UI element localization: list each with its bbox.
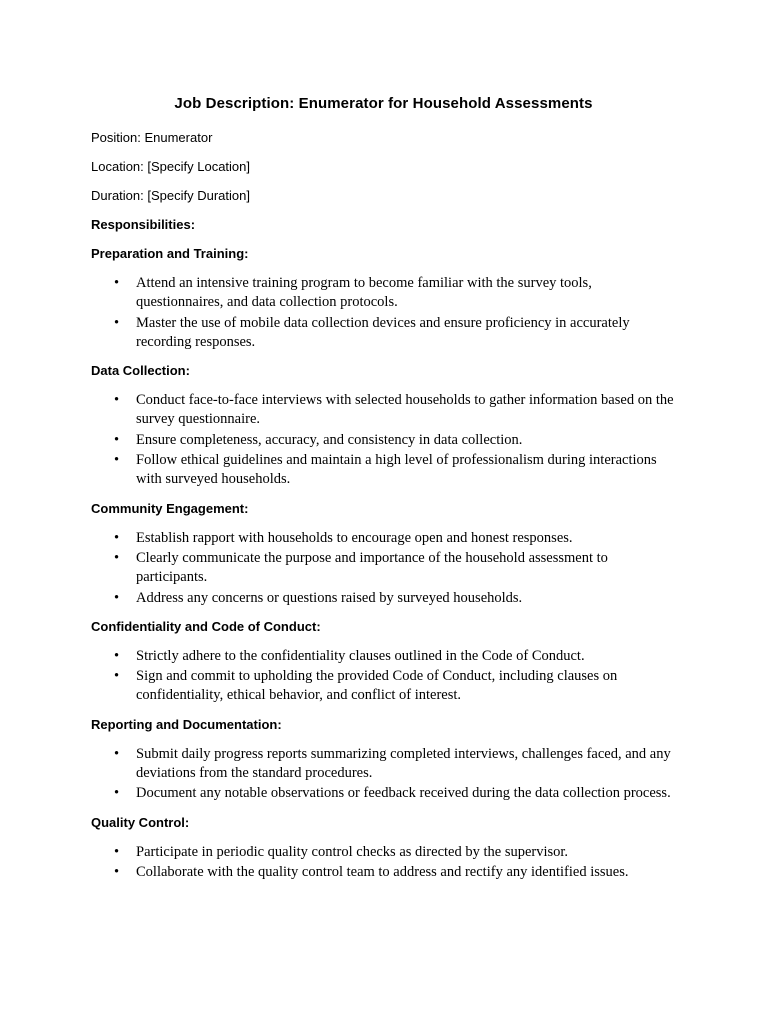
section-data-collection — [91, 362, 676, 489]
list-item — [91, 745, 676, 784]
duration-line: Duration: [Specify Duration] — [91, 188, 250, 203]
section-heading: Preparation and Training: — [91, 246, 249, 261]
section-heading: Quality Control: — [91, 814, 190, 830]
position-line: Position: Enumerator — [91, 130, 213, 145]
bullet-icon: • — [114, 452, 120, 469]
section-heading: Community Engagement: — [91, 500, 249, 516]
list-item-text: Collaborate with the quality control team to address and rectify any identified issues. — [136, 863, 629, 880]
list-item-text: Address any concerns or questions raised by surveyed households. — [136, 589, 523, 606]
bullet-icon: • — [114, 392, 120, 409]
bullet-list — [91, 745, 676, 804]
list-item — [91, 431, 676, 450]
section-heading: Reporting and Documentation: — [91, 716, 282, 732]
section-community-engagement — [91, 500, 676, 608]
list-item-text: Conduct face-to-face interviews with selected households to gather information based on the survey questionnaire. — [136, 392, 674, 428]
bullet-icon: • — [114, 314, 120, 331]
location-line: Location: [Specify Location] — [91, 159, 250, 174]
section-heading: Data Collection: — [91, 363, 190, 379]
bullet-icon: • — [114, 549, 120, 566]
document-title: Job Description: Enumerator for Household Assessments — [174, 95, 593, 112]
bullet-icon: • — [114, 785, 120, 802]
list-item — [91, 667, 676, 706]
section-reporting-documentation — [91, 716, 676, 804]
list-item-text: Strictly adhere to the confidentiality clauses outlined in the Code of Conduct. — [136, 647, 585, 664]
bullet-icon: • — [114, 668, 120, 685]
list-item-text: Ensure completeness, accuracy, and consistency in data collection. — [136, 431, 523, 448]
bullet-icon: • — [114, 275, 120, 291]
list-item — [91, 843, 676, 862]
list-item-text: Follow ethical guidelines and maintain a high level of professionalism during interactions with surveyed households. — [136, 452, 657, 488]
section-preparation-training — [91, 245, 676, 352]
bullet-list — [91, 274, 676, 352]
bullet-icon: • — [114, 745, 120, 762]
bullet-icon: • — [114, 529, 120, 546]
list-item-text: Clearly communicate the purpose and importance of the household assessment to participants. — [136, 549, 608, 586]
section-confidentiality — [91, 618, 676, 706]
bullet-list — [91, 529, 676, 608]
bullet-icon: • — [114, 863, 120, 880]
list-item — [91, 274, 676, 313]
bullet-icon: • — [114, 589, 120, 606]
list-item — [91, 529, 676, 548]
list-item-text: Document any notable observations or feedback received during the data collection process. — [136, 785, 671, 802]
list-item — [91, 589, 676, 608]
list-item — [91, 391, 676, 430]
section-quality-control — [91, 814, 676, 883]
list-item-text: Sign and commit to upholding the provided Code of Conduct, including clauses on confidentiality, ethical behavior, and conflict of interest. — [136, 668, 618, 704]
list-item-text: Establish rapport with households to encourage open and honest responses. — [136, 529, 573, 546]
list-item — [91, 863, 676, 882]
bullet-icon: • — [114, 431, 120, 448]
bullet-list — [91, 843, 676, 883]
list-item — [91, 549, 676, 588]
list-item-text: Master the use of mobile data collection devices and ensure proficiency in accurately recording responses. — [136, 314, 630, 350]
list-item — [91, 451, 676, 490]
section-heading: Confidentiality and Code of Conduct: — [91, 618, 321, 634]
list-item — [91, 784, 676, 803]
list-item-text: Submit daily progress reports summarizing completed interviews, challenges faced, and any deviations from the standard procedures. — [136, 745, 671, 782]
list-item — [91, 647, 676, 666]
list-item-text: Participate in periodic quality control checks as directed by the supervisor. — [136, 843, 569, 860]
responsibilities-heading: Responsibilities: — [91, 217, 196, 232]
list-item — [91, 314, 676, 353]
bullet-icon: • — [114, 647, 120, 664]
list-item-text: Attend an intensive training program to become familiar with the survey tools, questionnaires, and data collection protocols. — [136, 275, 592, 311]
bullet-icon: • — [114, 843, 120, 860]
bullet-list — [91, 647, 676, 706]
bullet-list — [91, 391, 676, 489]
